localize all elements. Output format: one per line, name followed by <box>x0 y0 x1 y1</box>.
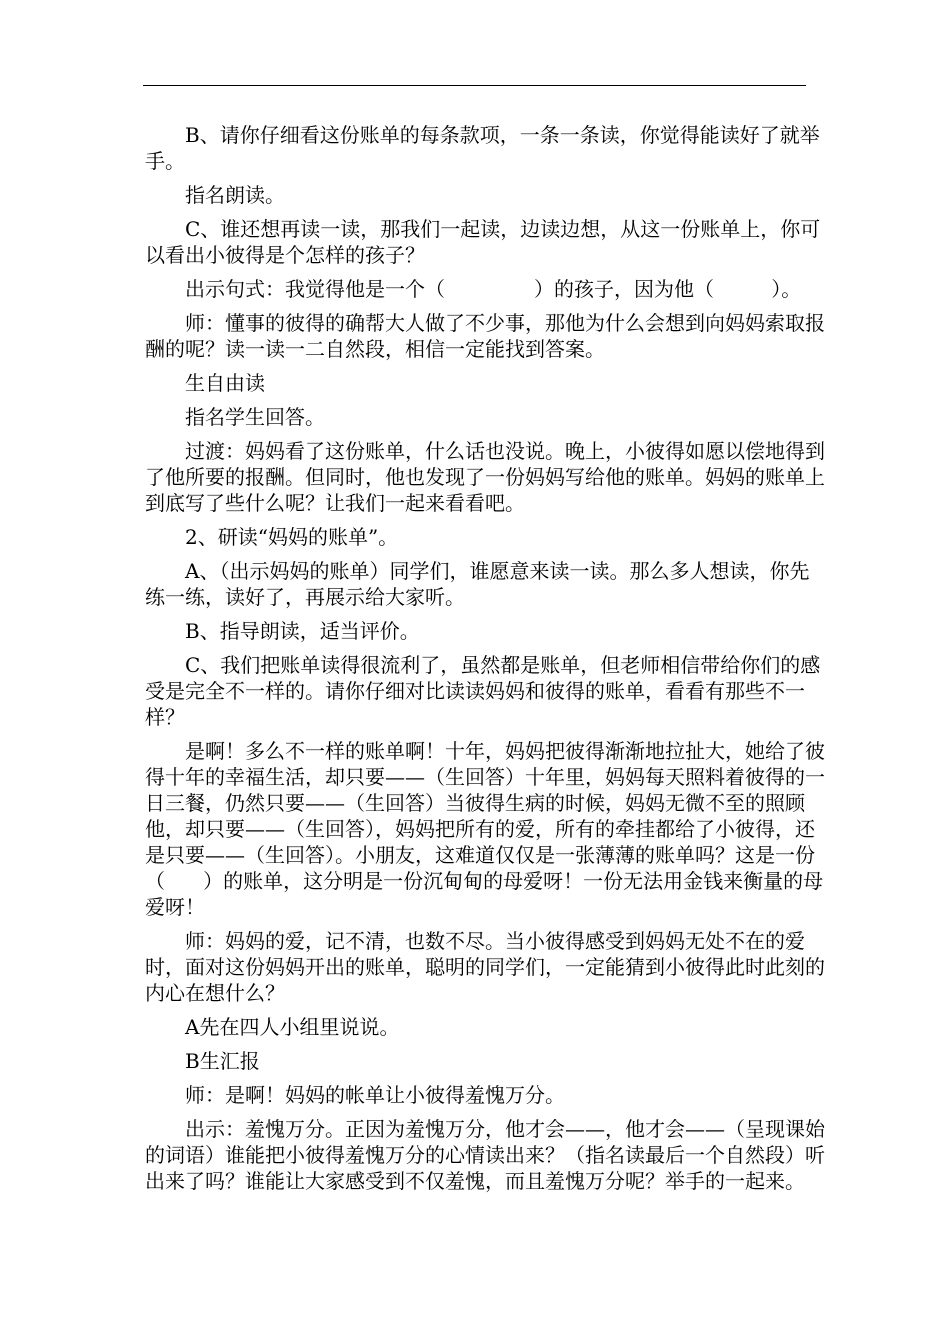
paragraph: 2、研读“妈妈的账单”。 <box>185 525 399 549</box>
document-body <box>145 122 825 1202</box>
paragraph: 出示：羞愧万分。正因为羞愧万分，他才会——，他才会——（呈现课始的词语）谁能把小彼得羞愧万分的心情读出来？（指名读最后一个自然段）听出来了吗？谁能让大家感受到不仅羞愧，而且羞愧万分呢？举手的一起来。 <box>145 1117 825 1193</box>
paragraph: C、谁还想再读一读，那我们一起读，边读边想，从这一份账单上，你可以看出小彼得是个怎样的孩子？ <box>145 217 821 267</box>
paragraph: 出示句式：我觉得他是一个（ ）的孩子，因为他（ ）。 <box>185 277 802 301</box>
paragraph: A先在四人小组里说说。 <box>185 1015 400 1039</box>
paragraph: 师：懂事的彼得的确帮大人做了不少事，那他为什么会想到向妈妈索取报酬的呢？读一读一二自然段，相信一定能找到答案。 <box>145 311 825 361</box>
paragraph: 是啊！多么不一样的账单啊！十年，妈妈把彼得渐渐地拉扯大，她给了彼得十年的幸福生活，却只要——（生回答）十年里，妈妈每天照料着彼得的一日三餐，仍然只要——（生回答）当彼得生病的时候，妈妈无微不至的照顾他，却只要——（生回答），妈妈把所有的爱，所有的牵挂都给了小彼得，还是只要——（生回答）。小朋友，这难道仅仅是一张薄薄的账单吗？这是一份（ ）的账单，这分明是一份沉甸甸的母爱呀！一份无法用金钱来衡量的母爱呀！ <box>145 739 825 919</box>
paragraph: 过渡：妈妈看了这份账单，什么话也没说。晚上，小彼得如愿以偿地得到了他所要的报酬。但同时，他也发现了一份妈妈写给他的账单。妈妈的账单上到底写了些什么呢？让我们一起来看看吧。 <box>145 439 825 515</box>
paragraph: B、指导朗读，适当评价。 <box>185 619 420 643</box>
paragraph: B生汇报 <box>185 1049 260 1073</box>
paragraph: 师：是啊！妈妈的帐单让小彼得羞愧万分。 <box>185 1083 565 1107</box>
paragraph: 生自由读 <box>185 371 265 395</box>
paragraph: 指名学生回答。 <box>185 405 325 429</box>
paragraph: A、（出示妈妈的账单）同学们，谁愿意来读一读。那么多人想读，你先练一练，读好了，再展示给大家听。 <box>145 559 810 609</box>
header-rule <box>143 85 806 86</box>
paragraph: C、我们把账单读得很流利了，虽然都是账单，但老师相信带给你们的感受是完全不一样的。请你仔细对比读读妈妈和彼得的账单，看看有那些不一样？ <box>145 653 821 729</box>
paragraph: 指名朗读。 <box>185 183 285 207</box>
paragraph: B、请你仔细看这份账单的每条款项，一条一条读，你觉得能读好了就举手。 <box>145 123 820 173</box>
paragraph: 师：妈妈的爱，记不清，也数不尽。当小彼得感受到妈妈无处不在的爱时，面对这份妈妈开出的账单，聪明的同学们，一定能猜到小彼得此时此刻的内心在想什么？ <box>145 929 825 1005</box>
